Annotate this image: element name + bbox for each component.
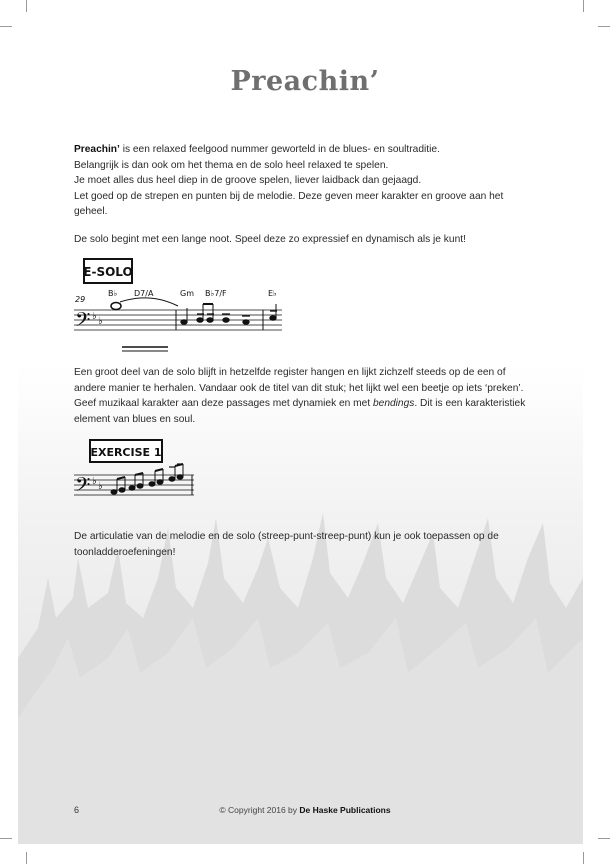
esolo-notation	[70, 256, 290, 356]
crop-mark	[26, 852, 27, 864]
flat-icon: ♭	[92, 476, 97, 487]
register-line	[74, 396, 544, 412]
bass-clef-icon: 𝄢	[75, 308, 91, 336]
tie-arc	[120, 298, 178, 306]
chord-symbol: B♭	[108, 289, 118, 298]
intro-line: geheel.	[74, 206, 108, 218]
song-title-bold: Preachin’	[74, 144, 120, 155]
intro-line: Let goed op de strepen en punten bij de melodie. Deze geven meer karakter en groove aan het	[74, 190, 504, 202]
crop-mark	[0, 838, 12, 839]
crop-mark	[0, 26, 12, 27]
chord-symbol: B♭7/F	[205, 289, 227, 298]
register-line-text: Geef muzikaal karakter aan deze passages met dynamiek en met	[74, 398, 373, 410]
bass-clef-icon: 𝄢	[75, 473, 91, 501]
flat-icon: ♭	[98, 316, 103, 327]
exercise-label: EXERCISE 1	[90, 446, 162, 459]
crop-mark	[598, 26, 610, 27]
flat-icon: ♭	[92, 311, 97, 322]
register-line: element van blues en soul.	[74, 413, 196, 425]
intro-line	[74, 142, 544, 158]
note-group	[181, 304, 276, 330]
exercise-notation	[70, 437, 200, 501]
staff	[74, 310, 282, 330]
copyright-text: © Copyright 2016 by	[219, 805, 300, 815]
measure-number: 29	[75, 295, 86, 304]
chord-symbol: E♭	[268, 289, 277, 298]
crop-mark	[583, 852, 584, 864]
register-line-text: . Dit is een karakteristiek	[414, 398, 526, 410]
chord-symbol: D7/A	[134, 289, 154, 298]
page-number: 6	[74, 805, 80, 815]
crop-mark	[598, 838, 610, 839]
whole-note	[111, 303, 121, 310]
esolo-label: E-SOLO	[83, 265, 133, 279]
register-paragraph	[74, 365, 544, 427]
articulation-line: toonladderoefeningen!	[74, 546, 176, 558]
bendings-emphasis: bendings	[372, 398, 415, 410]
publisher-name: De Haske Publications	[299, 805, 391, 815]
articulation-paragraph	[74, 529, 544, 560]
intro-line: Je moet alles dus heel diep in de groove spelen, liever laidback dan gejaagd.	[74, 175, 422, 187]
copyright-notice	[0, 805, 610, 815]
crop-mark	[583, 0, 584, 12]
crop-mark	[26, 0, 27, 12]
register-line: Een groot deel van de solo blijft in hetzelfde register hangen en lijkt zichzelf steeds op de een of	[74, 367, 506, 378]
chord-symbol: Gm	[180, 289, 194, 298]
solo-intro-line: De solo begint met een lange noot. Speel deze zo expressief en dynamisch als je kunt!	[74, 234, 466, 245]
register-line: andere manier te herhalen. Vandaar ook de titel van dit stuk; het lijkt wel een beetje op iets ‘preken’.	[74, 382, 524, 394]
intro-line-text: is een relaxed feelgood nummer geworteld in de blues- en soultraditie.	[119, 144, 440, 155]
intro-line: Belangrijk is dan ook om het thema en de solo heel relaxed te spelen.	[74, 159, 389, 171]
articulation-line: De articulatie van de melodie en de solo (streep-punt-streep-punt) kun je ook toepassen op de	[74, 531, 499, 542]
intro-paragraph	[74, 142, 544, 220]
page-title: Preachin’	[230, 66, 380, 97]
solo-intro-paragraph	[74, 232, 544, 248]
flat-icon: ♭	[98, 481, 103, 492]
